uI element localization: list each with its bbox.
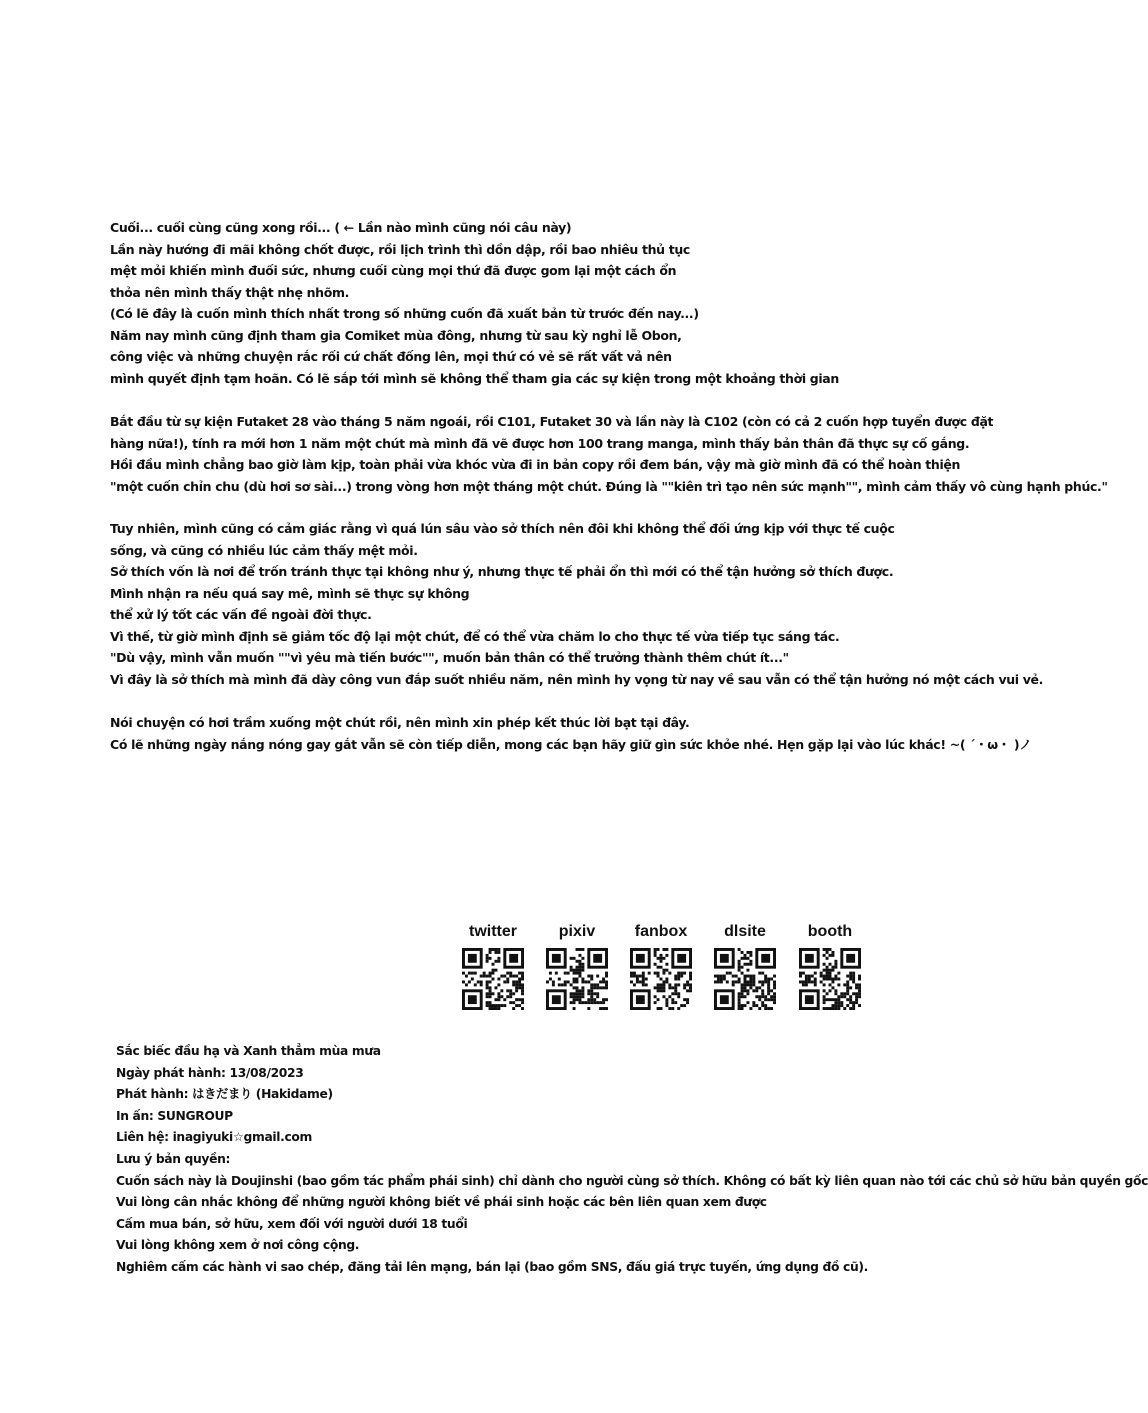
text-line: Có lẽ những ngày nắng nóng gay gắt vẫn sẽ còn tiếp diễn, mong các bạn hãy giữ gìn sức khỏe nhé. Hẹn gặp lại vào lúc khác! ~( ´・ω・ )ノ [110, 736, 1032, 752]
pixiv-label: pixiv [558, 923, 596, 940]
pixiv-qr-group[interactable] [537, 920, 617, 1010]
fanbox-qr-group[interactable] [621, 920, 701, 1010]
afterword-paragraph-4 [110, 712, 1032, 755]
text-line: Năm nay mình cũng định tham gia Comiket mùa đông, nhưng từ sau kỳ nghỉ lễ Obon, [110, 327, 682, 343]
fanbox-label: fanbox [634, 923, 688, 940]
contact: Liên hệ: inagiyuki☆gmail.com [116, 1130, 312, 1145]
copyright-note: Vui lòng không xem ở nơi công cộng. [116, 1238, 360, 1253]
twitter-label: twitter [469, 923, 517, 940]
text-line: "một cuốn chỉn chu (dù hơi sơ sài...) trong vòng hơn một tháng một chút. Đúng là ""kiên trì tạo nên sức mạnh"", mình cảm thấy vô cùng hạnh phúc." [110, 478, 1108, 494]
publisher: Phát hành: はきだまり (Hakidame) [116, 1087, 333, 1102]
colophon [116, 1041, 1148, 1279]
text-line: Hồi đầu mình chẳng bao giờ làm kịp, toàn phải vừa khóc vừa đi in bản copy rồi đem bán, vậy mà giờ mình đã có thể hoàn thiện [110, 457, 961, 472]
qr-code-icon [630, 948, 692, 1010]
text-line: Vì đây là sở thích mà mình đã dày công vun đắp suốt nhiều năm, nên mình hy vọng từ nay về sau vẫn có thể tận hưởng nó một cách vui vẻ. [110, 671, 1044, 687]
dlsite-qr-group[interactable] [705, 920, 785, 1010]
text-line: Sở thích vốn là nơi để trốn tránh thực tại không như ý, nhưng thực tế phải ổn thì mới có thể tận hưởng sở thích được. Mình nhận ra nếu quá say mê, mình sẽ thực sự không [110, 564, 894, 601]
afterword-paragraph-3 [110, 518, 1044, 690]
booth-label: booth [807, 923, 853, 940]
release-date: Ngày phát hành: 13/08/2023 [116, 1065, 304, 1080]
qr-code-icon [546, 948, 608, 1010]
text-line: thể xử lý tốt các vấn đề ngoài đời thực. [110, 607, 372, 622]
text-line: mình quyết định tạm hoãn. Có lẽ sắp tới mình sẽ không thể tham gia các sự kiện trong một khoảng thời gian [110, 370, 839, 386]
afterword-paragraph-1 [110, 217, 940, 389]
text-line: hàng nữa!), tính ra mới hơn 1 năm một chút mà mình đã vẽ được hơn 100 trang manga, mình thấy bản thân đã thực sự cố gắng. [110, 435, 970, 451]
text-line: thỏa nên mình thấy thật nhẹ nhõm. [110, 284, 350, 300]
qr-code-icon [799, 948, 861, 1010]
text-line: Cuối... cuối cùng cũng xong rồi... ( ← Lần nào mình cũng nói câu này) [110, 220, 572, 235]
text-line: (Có lẽ đây là cuốn mình thích nhất trong số những cuốn đã xuất bản từ trước đến nay...) [110, 306, 699, 321]
afterword-paragraph-2 [110, 411, 1108, 497]
text-line: Nói chuyện có hơi trầm xuống một chút rồi, nên mình xin phép kết thúc lời bạt tại đây. [110, 715, 690, 730]
copyright-heading: Lưu ý bản quyền: [116, 1151, 231, 1166]
booth-qr-group[interactable] [790, 920, 870, 1010]
text-line: Bắt đầu từ sự kiện Futaket 28 vào tháng 5 năm ngoái, rồi C101, Futaket 30 và lần này là C102 (còn có cả 2 cuốn hợp tuyển được đặt [110, 414, 994, 429]
copyright-note: Nghiêm cấm các hành vi sao chép, đăng tải lên mạng, bán lại (bao gồm SNS, đấu giá trực tuyến, ứng dụng đồ cũ). [116, 1259, 868, 1274]
text-line: Lần này hướng đi mãi không chốt được, rồi lịch trình thì dồn dập, rồi bao nhiêu thủ tục [110, 241, 690, 257]
dlsite-label: dlsite [724, 923, 766, 940]
text-line: Vì thế, từ giờ mình định sẽ giảm tốc độ lại một chút, để có thể vừa chăm lo cho thực tế vừa tiếp tục sáng tác. [110, 628, 840, 644]
twitter-qr-group[interactable] [453, 920, 533, 1010]
book-title: Sắc biếc đầu hạ và Xanh thẳm mùa mưa [116, 1044, 381, 1058]
text-line: "Dù vậy, mình vẫn muốn ""vì yêu mà tiến bước"", muốn bản thân có thể trưởng thành thêm chút ít..." [110, 650, 789, 665]
qr-code-icon [462, 948, 524, 1010]
copyright-note: Cuốn sách này là Doujinshi (bao gồm tác phẩm phái sinh) chỉ dành cho người cùng sở thích. Không có bất kỳ liên quan nào tới các chủ sở hữu bản quyền gốc [116, 1173, 1148, 1188]
text-line: Tuy nhiên, mình cũng có cảm giác rằng vì quá lún sâu vào sở thích nên đôi khi không thể đối ứng kịp với thực tế cuộc sống, và cũng có nhiều lúc cảm thấy mệt mỏi. [110, 521, 895, 558]
qr-code-icon [714, 948, 776, 1010]
copyright-note: Cấm mua bán, sở hữu, xem đối với người dưới 18 tuổi [116, 1216, 468, 1231]
printer: In ấn: SUNGROUP [116, 1108, 233, 1123]
text-line: mệt mỏi khiến mình đuối sức, nhưng cuối cùng mọi thứ đã được gom lại một cách ổn [110, 263, 677, 278]
copyright-note: Vui lòng cân nhắc không để những người không biết về phái sinh hoặc các bên liên quan xem được [116, 1195, 767, 1210]
text-line: công việc và những chuyện rắc rối cứ chất đống lên, mọi thứ có vẻ sẽ rất vất vả nên [110, 349, 672, 364]
